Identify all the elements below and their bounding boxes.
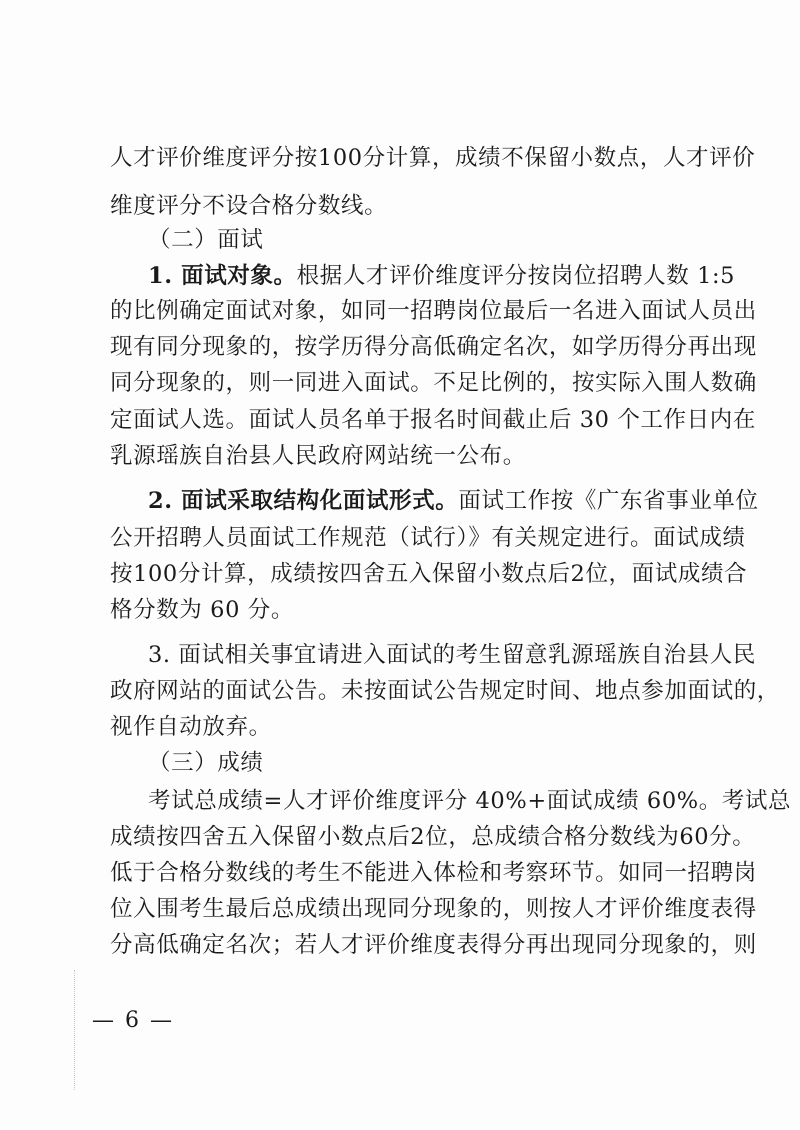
body-text-line: 公开招聘人员面试工作规范（试行）》有关规定进行。面试成绩 — [110, 525, 746, 551]
body-text-line: 成绩按四舍五入保留小数点后2位，总成绩合格分数线为60分。 — [110, 824, 756, 850]
body-text-line: 政府网站的面试公告。未按面试公告规定时间、地点参加面试的， — [110, 678, 780, 704]
bold-lead-interview-target: 1. 面试对象。 — [148, 263, 297, 289]
body-text-line: 乳源瑶族自治县人民政府网站统一公布。 — [110, 443, 526, 469]
body-text-line: 同分现象的，则一同进入面试。不足比例的，按实际入围人数确 — [110, 370, 757, 396]
bold-lead-structured-interview: 2. 面试采取结构化面试形式。 — [148, 488, 459, 514]
body-text-line: 格分数为 60 分。 — [110, 597, 294, 623]
page-number: — 6 — — [92, 1008, 174, 1033]
body-text-line: 考试总成绩=人才评价维度评分 40%+面试成绩 60%。考试总 — [148, 788, 792, 814]
section-heading-interview: （二）面试 — [148, 227, 264, 253]
body-text-line: 3. 面试相关事宜请进入面试的考生留意乳源瑶族自治县人民 — [148, 642, 756, 668]
section-heading-score: （三）成绩 — [148, 750, 264, 776]
body-text-line: 现有同分现象的，按学历得分高低确定名次，如学历得分再出现 — [110, 334, 757, 360]
body-text-line: 视作自动放弃。 — [110, 714, 272, 740]
body-text-line: 低于合格分数线的考生不能进入体检和考察环节。如同一招聘岗 — [110, 860, 757, 886]
body-text-line: 维度评分不设合格分数线。 — [110, 193, 388, 219]
body-text-line: 按100分计算，成绩按四舍五入保留小数点后2位，面试成绩合 — [110, 561, 748, 587]
body-text-fragment: 面试工作按《广东省事业单位 — [458, 488, 759, 514]
paragraph-interview-target-first-line — [148, 261, 736, 291]
scan-margin-dots — [74, 970, 77, 1090]
body-text-line: 分高低确定名次；若人才评价维度表得分再出现同分现象的，则 — [110, 932, 757, 958]
body-text-line: 定面试人选。面试人员名单于报名时间截止后 30 个工作日内在 — [110, 407, 756, 433]
body-text-line: 人才评价维度评分按100分计算，成绩不保留小数点，人才评价 — [110, 145, 756, 171]
body-text-line: 的比例确定面试对象，如同一招聘岗位最后一名进入面试人员出 — [110, 298, 757, 324]
body-text-fragment: 根据人才评价维度评分按岗位招聘人数 1:5 — [296, 263, 736, 289]
paragraph-structured-interview-first-line — [148, 486, 759, 516]
body-text-line: 位入围考生最后总成绩出现同分现象的，则按人才评价维度表得 — [110, 896, 757, 922]
